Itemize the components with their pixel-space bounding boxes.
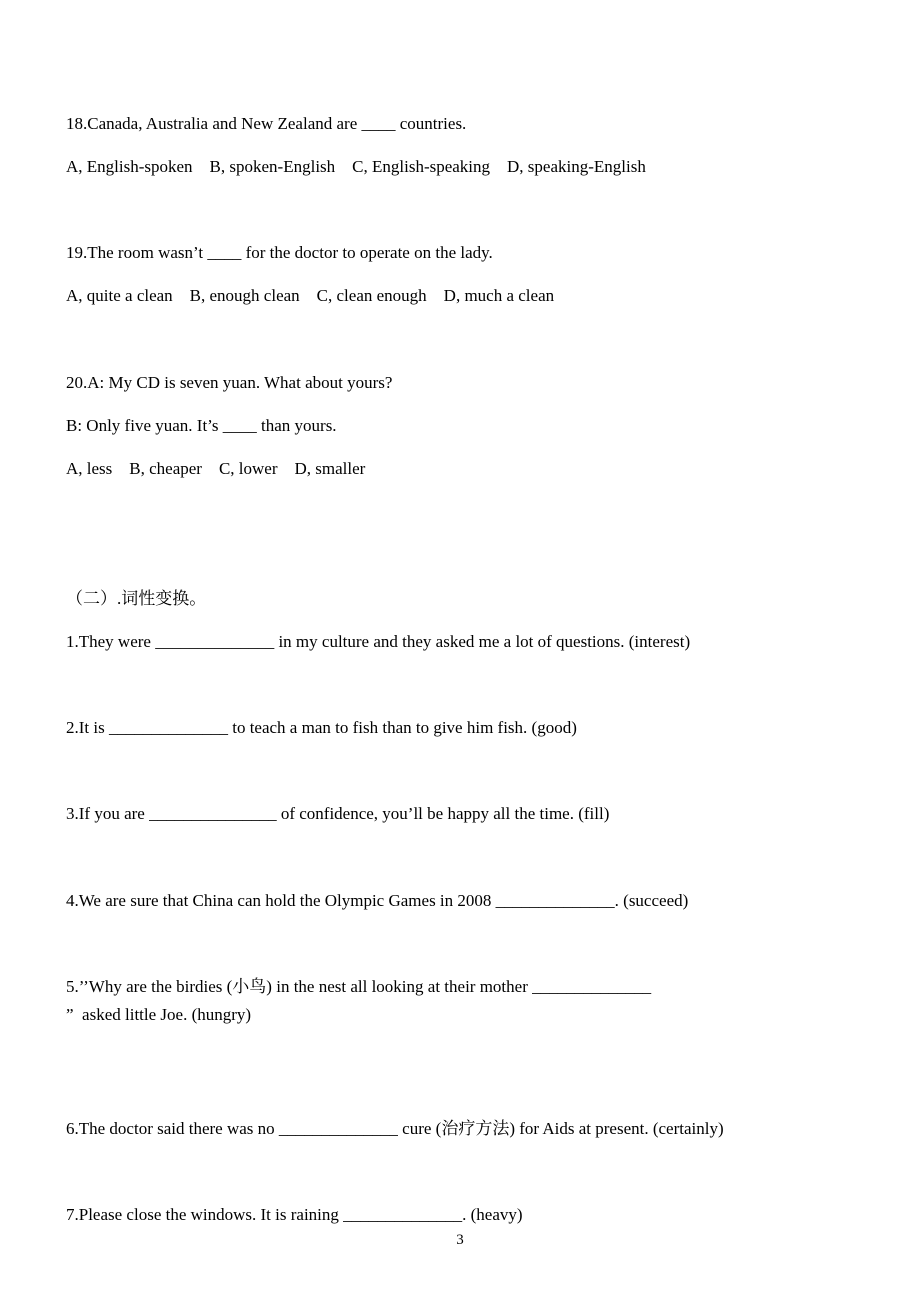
question-18-options: A, English-spoken B, spoken-English C, English-speaking D, speaking-English — [66, 157, 646, 176]
exercise-item-6: 6.The doctor said there was no ______________ cure (治疗方法) for Aids at present. (certainly) — [66, 1119, 724, 1138]
question-18-stem: 18.Canada, Australia and New Zealand are ____ countries. — [66, 114, 467, 133]
question-20-stem-b: B: Only five yuan. It’s ____ than yours. — [66, 416, 337, 435]
question-19-stem: 19.The room wasn’t ____ for the doctor to operate on the lady. — [66, 243, 493, 262]
exercise-item-4: 4.We are sure that China can hold the Olympic Games in 2008 ______________. (succeed) — [66, 891, 689, 910]
section-heading: （二）.词性变换。 — [66, 589, 207, 608]
exercise-item-5-continuation: ” asked little Joe. (hungry) — [66, 1005, 252, 1024]
question-20-stem-a: 20.A: My CD is seven yuan. What about yours? — [66, 373, 393, 392]
page-number: 3 — [456, 1232, 464, 1248]
exercise-item-5: 5.’’Why are the birdies (小鸟) in the nest all looking at their mother ______________ — [66, 977, 652, 996]
exercise-item-3: 3.If you are _______________ of confidence, you’ll be happy all the time. (fill) — [66, 804, 610, 823]
question-19-options: A, quite a clean B, enough clean C, clean enough D, much a clean — [66, 286, 555, 305]
exercise-item-7: 7.Please close the windows. It is raining ______________. (heavy) — [66, 1205, 523, 1224]
exercise-item-1: 1.They were ______________ in my culture and they asked me a lot of questions. (interest) — [66, 632, 691, 651]
exercise-item-2: 2.It is ______________ to teach a man to fish than to give him fish. (good) — [66, 718, 577, 737]
question-20-options: A, less B, cheaper C, lower D, smaller — [66, 459, 366, 478]
